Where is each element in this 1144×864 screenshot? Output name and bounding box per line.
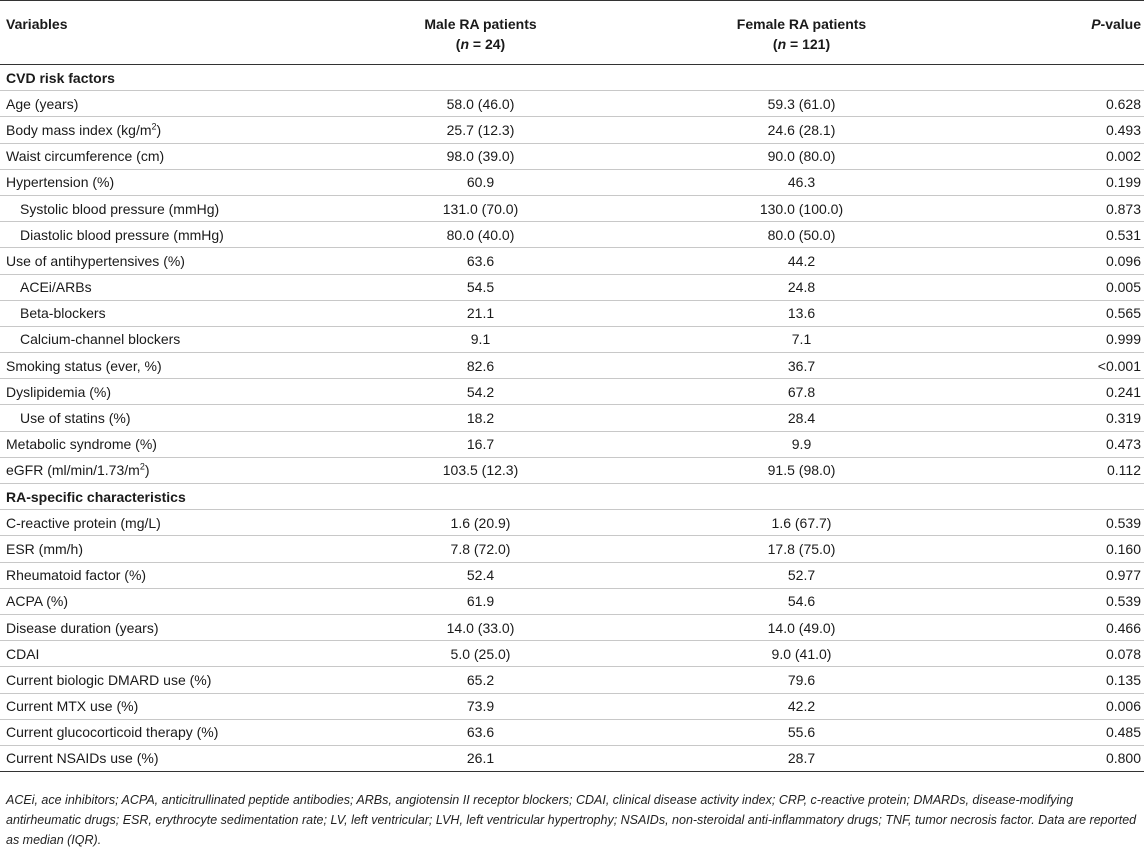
female-value: 9.9 [609,431,994,457]
variable-label: Use of statins (%) [20,410,131,427]
row-variable [0,745,352,771]
variable-label: Rheumatoid factor (%) [6,567,147,584]
row-variable [0,536,352,562]
female-value: 24.6 (28.1) [609,117,994,143]
p-value: 0.199 [994,169,1144,195]
p-value: 0.241 [994,379,1144,405]
row-variable [0,431,352,457]
male-value: 61.9 [352,588,609,614]
male-value: 14.0 (33.0) [352,614,609,640]
row-variable [0,222,352,248]
p-value: 0.485 [994,719,1144,745]
table-body [0,65,1144,772]
male-value: 82.6 [352,353,609,379]
p-value: 0.005 [994,274,1144,300]
p-value: 0.628 [994,91,1144,117]
row-variable [0,614,352,640]
variable-label: CDAI [6,645,40,662]
variable-label: Metabolic syndrome (%) [6,436,157,453]
row-variable [0,326,352,352]
header-male-n-symbol: n [460,36,470,52]
table-footnote: ACEi, ace inhibitors; ACPA, anticitrullinated peptide antibodies; ARBs, angiotensin II receptor blockers; CDAI, clinical disease activity index; CRP, c-reactive protein; DMARDs, disease-modifying antirheumatic drugs; ESR, erythrocyte sedimentation rate; LV, left ventricular; LVH, left ventricular hypertrophy; NSAIDs, non-steroidal anti-inflammatory drugs; TNF, tumor necrosis factor. Data are reported as median (IQR). [6,793,1137,847]
male-value: 26.1 [352,745,609,771]
table-row [0,379,1144,405]
row-variable [0,379,352,405]
p-value: 0.539 [994,588,1144,614]
row-variable [0,510,352,536]
variable-label: Current glucocorticoid therapy (%) [6,724,219,741]
header-female [609,1,994,65]
male-value: 21.1 [352,300,609,326]
female-value: 28.7 [609,745,994,771]
p-value: 0.873 [994,195,1144,221]
table-row [0,300,1144,326]
variable-label-suffix: ) [156,121,162,138]
section-row [0,484,1144,510]
female-value: 44.2 [609,248,994,274]
table-row [0,274,1144,300]
row-variable [0,300,352,326]
variable-superscript: 2 [151,121,157,132]
table-header [0,1,1144,65]
female-value: 80.0 (50.0) [609,222,994,248]
row-variable [0,143,352,169]
male-value: 1.6 (20.9) [352,510,609,536]
table-row [0,693,1144,719]
row-variable [0,693,352,719]
header-male-n-value: = 24) [469,36,506,52]
table-row [0,667,1144,693]
variable-label: Current biologic DMARD use (%) [6,671,212,688]
table-row [0,457,1144,483]
table-row [0,562,1144,588]
p-value: 0.565 [994,300,1144,326]
variable-label: ACEi/ARBs [20,279,92,296]
male-value: 80.0 (40.0) [352,222,609,248]
row-variable [0,91,352,117]
row-variable [0,457,352,483]
male-value: 9.1 [352,326,609,352]
row-variable [0,274,352,300]
variable-label: Body mass index (kg/m [6,121,152,138]
female-value: 13.6 [609,300,994,326]
header-male-title: Male RA patients [424,16,537,32]
table-row [0,588,1144,614]
row-variable [0,588,352,614]
variable-label: Calcium-channel blockers [20,331,181,348]
male-value: 16.7 [352,431,609,457]
header-female-n-symbol: n [777,36,787,52]
female-value: 28.4 [609,405,994,431]
variable-label: Beta-blockers [20,305,106,322]
male-value: 18.2 [352,405,609,431]
row-variable [0,719,352,745]
variable-label: Use of antihypertensives (%) [6,252,185,269]
header-p-value [994,1,1144,65]
p-value: <0.001 [994,353,1144,379]
female-value: 17.8 (75.0) [609,536,994,562]
p-value: 0.800 [994,745,1144,771]
variable-label: Smoking status (ever, %) [6,357,162,374]
female-value: 1.6 (67.7) [609,510,994,536]
table-row [0,248,1144,274]
female-value: 79.6 [609,667,994,693]
p-value: 0.319 [994,405,1144,431]
variable-label: Age (years) [6,95,79,112]
row-variable [0,117,352,143]
male-value: 7.8 (72.0) [352,536,609,562]
female-value: 52.7 [609,562,994,588]
male-value: 131.0 (70.0) [352,195,609,221]
female-value: 24.8 [609,274,994,300]
male-value: 52.4 [352,562,609,588]
section-heading: RA-specific characteristics [0,484,1144,510]
male-value: 98.0 (39.0) [352,143,609,169]
female-value: 90.0 (80.0) [609,143,994,169]
header-p-symbol: P [1091,16,1101,32]
section-heading: CVD risk factors [0,65,1144,91]
male-value: 25.7 (12.3) [352,117,609,143]
female-value: 91.5 (98.0) [609,457,994,483]
row-variable [0,353,352,379]
p-value: 0.112 [994,457,1144,483]
header-row [0,1,1144,65]
variable-label: ACPA (%) [6,593,68,610]
table-row [0,431,1144,457]
female-value: 9.0 (41.0) [609,641,994,667]
table-row [0,510,1144,536]
female-value: 130.0 (100.0) [609,195,994,221]
header-female-title: Female RA patients [736,16,867,32]
female-value: 67.8 [609,379,994,405]
header-variables: Variables [0,1,352,65]
p-value: 0.002 [994,143,1144,169]
male-value: 58.0 (46.0) [352,91,609,117]
female-value: 36.7 [609,353,994,379]
variable-label: Current NSAIDs use (%) [6,750,159,767]
header-female-n-value: = 121) [786,36,831,52]
header-p-suffix: -value [1100,16,1141,32]
row-variable [0,195,352,221]
table-row [0,91,1144,117]
variable-label: ESR (mm/h) [6,540,83,557]
p-value: 0.531 [994,222,1144,248]
female-value: 54.6 [609,588,994,614]
female-value: 42.2 [609,693,994,719]
table-row [0,745,1144,771]
male-value: 103.5 (12.3) [352,457,609,483]
variable-label: C-reactive protein (mg/L) [6,514,161,531]
row-variable [0,641,352,667]
header-female-n-open: ( [772,36,778,52]
male-value: 54.5 [352,274,609,300]
p-value: 0.160 [994,536,1144,562]
variable-superscript: 2 [139,461,145,472]
male-value: 60.9 [352,169,609,195]
table-row [0,195,1144,221]
variable-label-suffix: ) [144,462,150,479]
p-value: 0.473 [994,431,1144,457]
row-variable [0,405,352,431]
male-value: 63.6 [352,248,609,274]
male-value: 54.2 [352,379,609,405]
table-row [0,326,1144,352]
table-row [0,614,1144,640]
p-value: 0.539 [994,510,1144,536]
female-value: 7.1 [609,326,994,352]
variable-label: eGFR (ml/min/1.73/m [6,462,140,479]
p-value: 0.466 [994,614,1144,640]
variable-label: Systolic blood pressure (mmHg) [20,200,220,217]
variable-label: Diastolic blood pressure (mmHg) [20,226,224,243]
table-row [0,405,1144,431]
male-value: 73.9 [352,693,609,719]
row-variable [0,169,352,195]
male-value: 63.6 [352,719,609,745]
variable-label: Dyslipidemia (%) [6,383,112,400]
table-row [0,719,1144,745]
table-row [0,169,1144,195]
table-row [0,222,1144,248]
table-row [0,641,1144,667]
male-value: 65.2 [352,667,609,693]
p-value: 0.493 [994,117,1144,143]
table-row [0,536,1144,562]
row-variable [0,248,352,274]
female-value: 46.3 [609,169,994,195]
row-variable [0,667,352,693]
male-value: 5.0 (25.0) [352,641,609,667]
p-value: 0.078 [994,641,1144,667]
table-row [0,117,1144,143]
table-row [0,353,1144,379]
header-male [352,1,609,65]
p-value: 0.135 [994,667,1144,693]
table-row [0,143,1144,169]
p-value: 0.006 [994,693,1144,719]
female-value: 14.0 (49.0) [609,614,994,640]
section-row [0,65,1144,91]
p-value: 0.977 [994,562,1144,588]
variable-label: Waist circumference (cm) [6,148,165,165]
header-male-n-open: ( [455,36,461,52]
variable-label: Hypertension (%) [6,174,115,191]
variable-label: Disease duration (years) [6,619,159,636]
variable-label: Current MTX use (%) [6,698,139,715]
p-value: 0.999 [994,326,1144,352]
p-value: 0.096 [994,248,1144,274]
row-variable [0,562,352,588]
female-value: 59.3 (61.0) [609,91,994,117]
female-value: 55.6 [609,719,994,745]
